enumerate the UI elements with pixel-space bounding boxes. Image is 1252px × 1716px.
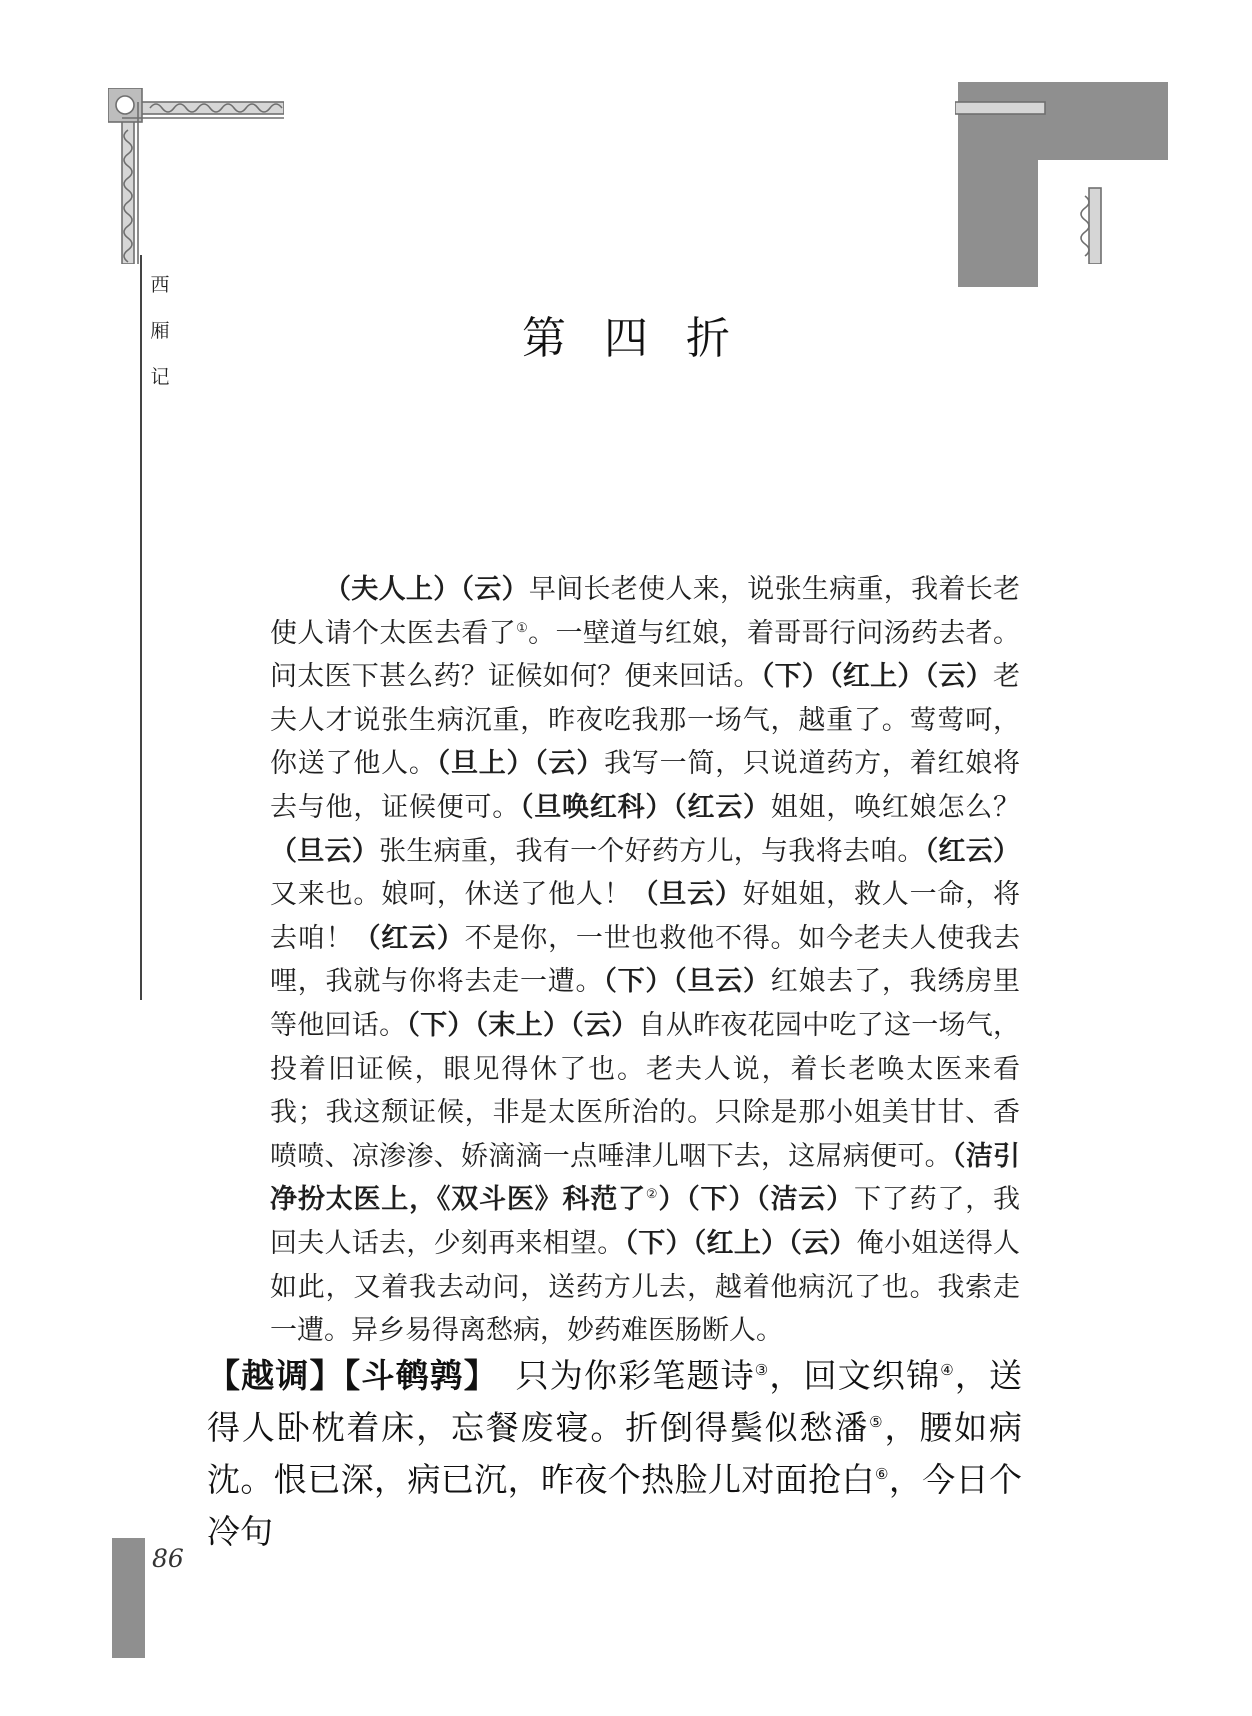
text-run: 又来也。娘呵，休送了他人！: [270, 879, 632, 911]
corner-ornament-top-left: [108, 88, 284, 264]
text-run: 。一壁道与红娘，着哥哥行问汤药去者。问太医下甚么药？证候如何？便来回话。: [270, 617, 1021, 693]
footnote-marker: ②: [645, 1187, 659, 1203]
text-run: 下了药了，我回夫人话去，少刻再来相望。: [270, 1184, 1021, 1259]
stage-direction: （下）（红上）（云）: [624, 1227, 857, 1259]
verse-paragraph: [207, 1350, 1022, 1558]
text-run: 只为你彩笔题诗: [481, 1356, 755, 1395]
footnote-marker: ①: [516, 620, 529, 636]
page-number-bar: [112, 1538, 145, 1658]
stage-direction: （夫人上）（云）: [324, 574, 529, 605]
text-run: 自从昨夜花园中吃了这一场气，投着旧证候，眼见得休了也。老夫人说，着长老唤太医来看我；我这颓证候，非是太医所治的。只除是那小姐美甘甘、香喷喷、凉渗渗、娇滴滴一点唾津儿咽下去，这屌病便可。: [270, 1009, 1021, 1172]
text-run: 好姐姐，救人一命，将去咱！: [270, 879, 1021, 954]
text-run: 俺小姐送得人如此，又着我去动问，送药方儿去，越着他病沉了也。我索走一遭。异乡易得离愁病，妙药难医肠断人。: [270, 1227, 1021, 1347]
stage-direction: ）（下）（洁云）: [658, 1184, 854, 1216]
corner-ornament-top-right: [955, 88, 1115, 264]
text-run: 张生病重，我有一个好药方儿，与我将去咱。: [379, 835, 925, 867]
stage-direction: （旦云）: [270, 835, 380, 867]
stage-direction: （旦唤红科）（红云）: [520, 791, 771, 823]
running-head-char: 记: [150, 366, 170, 388]
footnote-marker: ⑤: [869, 1413, 885, 1431]
prose-paragraph: [270, 568, 1020, 1353]
stage-direction: （旦上）（云）: [436, 748, 605, 780]
stage-direction: （下）（旦云）: [603, 966, 771, 998]
prose-text: [270, 568, 1020, 1353]
stage-direction: （洁引净扮太医上，《双斗医》科范了: [270, 1140, 1021, 1216]
text-run: ，腰如病沈。恨已深，病已沉，昨夜个热脸儿对面抢白: [207, 1408, 1023, 1499]
stage-direction: （下）（红上）（云）: [760, 661, 994, 693]
stage-direction: （红云）: [353, 922, 465, 954]
text-run: 早间长老使人来，说张生病重，我着长老使人请个太医去看了: [270, 574, 1021, 649]
text-run: ，今日个冷句: [207, 1460, 1023, 1551]
footnote-marker: ⑥: [874, 1465, 889, 1483]
stage-direction: （红云）: [924, 835, 1021, 867]
text-run: 姐姐，唤红娘怎么？: [770, 791, 1021, 823]
text-run: 我写一简，只说道药方，着红娘将去与他，证候便可。: [270, 748, 1021, 823]
stage-direction: 【越调】【斗鹌鹑】: [207, 1356, 482, 1395]
stage-direction: （旦云）: [631, 879, 743, 911]
text-run: ，回文织锦: [769, 1356, 941, 1395]
footnote-marker: ④: [940, 1361, 955, 1379]
text-run: 不是你，一世也救他不得。如今老夫人使我去哩，我就与你将去走一遭。: [270, 922, 1021, 998]
footnote-marker: ③: [754, 1361, 770, 1379]
margin-rule: [140, 255, 142, 1000]
verse-text: [207, 1350, 1022, 1558]
text-run: 老夫人才说张生病沉重，昨夜吃我那一场气，越重了。莺莺呵，你送了他人。: [270, 661, 1021, 780]
running-head-char: 西: [150, 274, 170, 296]
page-number: 86: [152, 1544, 184, 1573]
running-head-char: 厢: [150, 320, 170, 342]
stage-direction: （下）（末上）（云）: [406, 1009, 639, 1041]
chapter-title: 第四折: [522, 313, 768, 364]
text-run: ，送得人卧枕着床，忘餐废寝。折倒得鬓似愁潘: [207, 1356, 1023, 1447]
text-run: 红娘去了，我绣房里等他回话。: [270, 966, 1021, 1041]
